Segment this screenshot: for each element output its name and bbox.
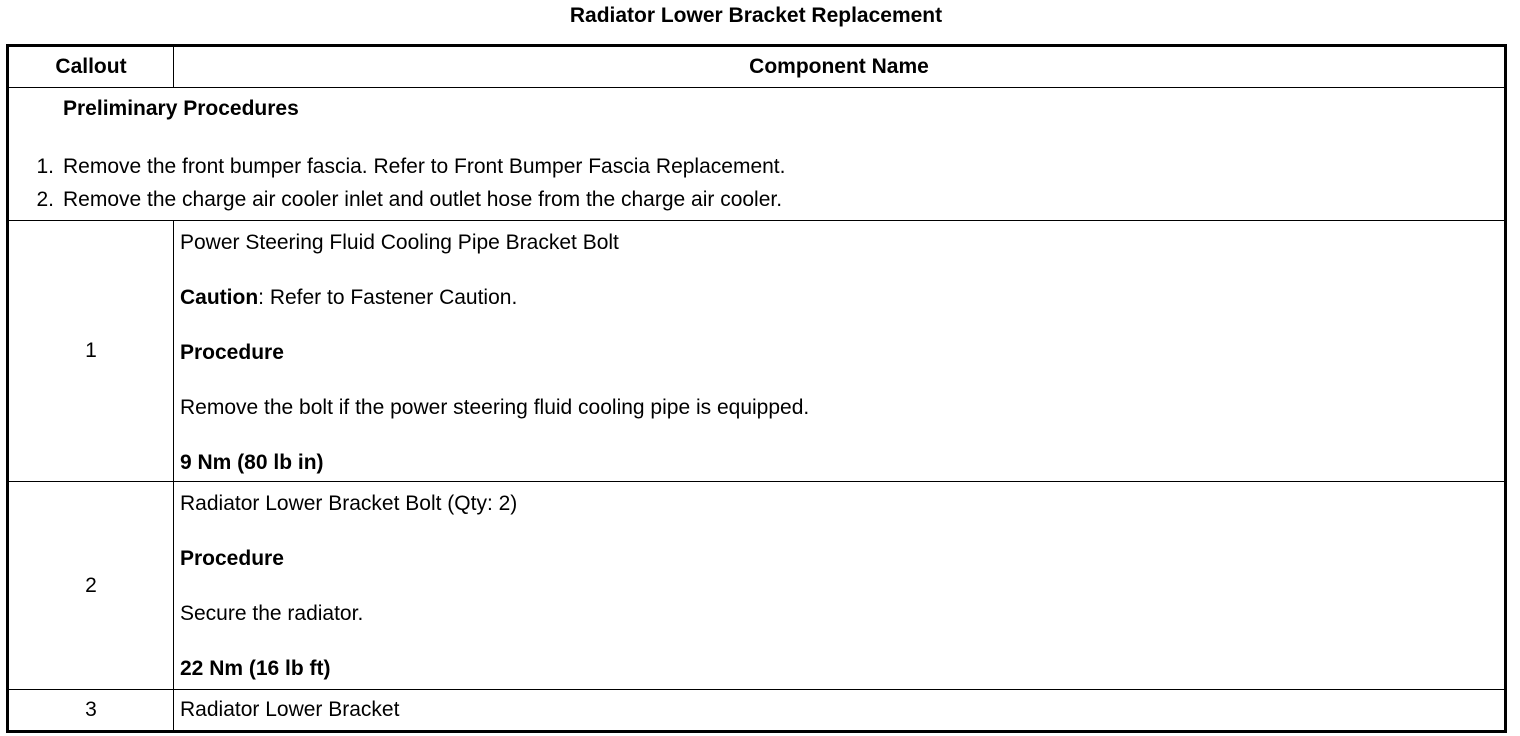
table-row [8,690,1506,732]
callout-number: 3 [8,690,174,732]
component-name: Power Steering Fluid Cooling Pipe Bracket Bolt [180,231,619,254]
preliminary-procedures-row [8,88,1506,221]
component-cell [174,482,1506,690]
table-row [8,221,1506,482]
procedure-text: Secure the radiator. [180,602,364,625]
procedure-label: Procedure [180,547,284,570]
callout-column-header: Callout [8,46,174,88]
component-cell [174,221,1506,482]
step-text: Remove the charge air cooler inlet and outlet hose from the charge air cooler. [63,188,783,211]
caution-text: : Refer to Fastener Caution. [258,286,518,309]
caution-label: Caution [180,286,259,309]
step-number: 2. [36,188,54,211]
table-header-row [8,46,1506,88]
component-name: Radiator Lower Bracket [174,690,1506,732]
step-text: Remove the front bumper fascia. Refer to Front Bumper Fascia Replacement. [63,155,786,178]
component-name-column-header: Component Name [174,46,1506,88]
step-number: 1. [36,155,54,178]
table-row [8,482,1506,690]
callout-number: 2 [8,482,174,690]
component-name: Radiator Lower Bracket Bolt (Qty: 2) [180,492,518,515]
preliminary-steps-list [9,150,1504,216]
callout-number: 1 [8,221,174,482]
preliminary-step [9,150,1504,183]
page-title: Radiator Lower Bracket Replacement [569,4,943,27]
procedure-label: Procedure [180,341,284,364]
procedure-table [6,44,1507,733]
preliminary-procedures-title: Preliminary Procedures [63,97,299,120]
torque-spec: 22 Nm (16 lb ft) [180,657,331,680]
preliminary-procedures-cell [8,88,1506,221]
torque-spec: 9 Nm (80 lb in) [180,451,324,474]
procedure-text: Remove the bolt if the power steering fluid cooling pipe is equipped. [180,396,810,419]
caution-line [180,284,1504,312]
preliminary-step [9,183,1504,216]
